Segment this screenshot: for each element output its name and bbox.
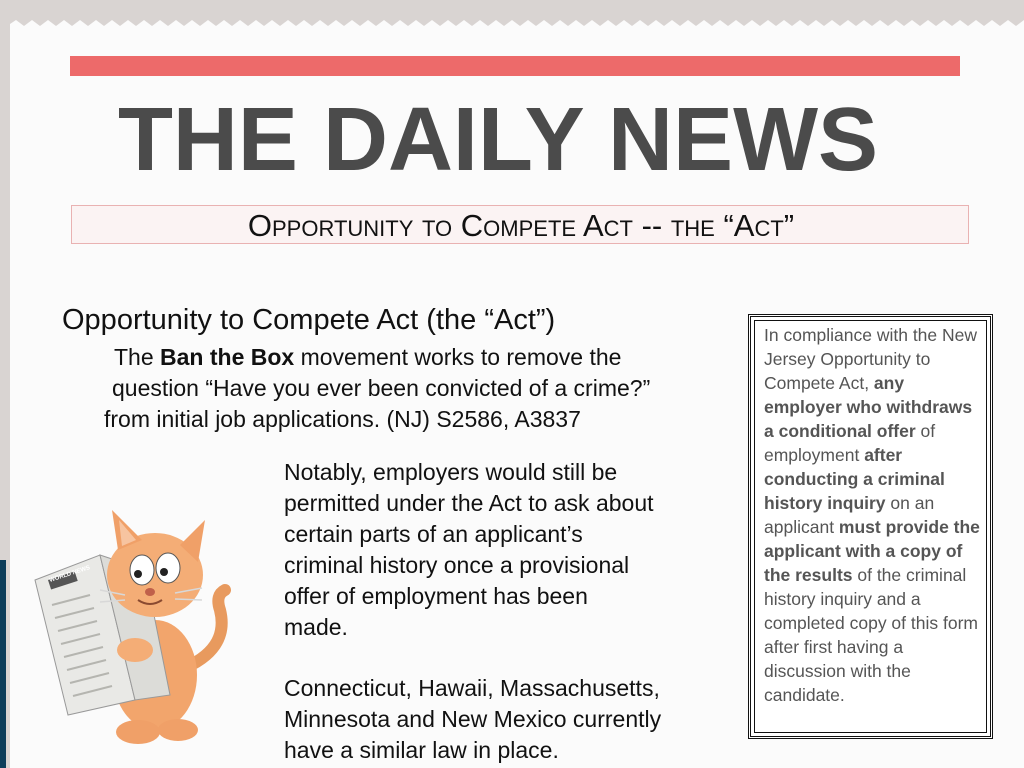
- article-heading: Opportunity to Compete Act (the “Act”): [62, 304, 556, 336]
- states-line: Connecticut, Hawaii, Massachusetts,: [284, 675, 660, 701]
- notably-line: criminal history once a provisional: [284, 552, 630, 578]
- subtitle-box: [71, 205, 969, 244]
- notably-paragraph: [284, 457, 714, 643]
- states-paragraph: [284, 673, 714, 766]
- states-line: Minnesota and New Mexico currently: [284, 706, 662, 732]
- compliance-sidebar: [748, 314, 993, 739]
- notably-line: offer of employment has been: [284, 583, 588, 609]
- intro-pre: The: [114, 344, 161, 370]
- masthead-title: THE DAILY NEWS: [117, 90, 879, 190]
- subtitle: Opportunity to Compete Act -- the “Act”: [247, 208, 795, 243]
- intro-line-1: [104, 342, 744, 373]
- intro-line-3: from initial job applications. (NJ) S2586, A3837: [104, 406, 581, 432]
- notably-line: permitted under the Act to ask about: [284, 490, 654, 516]
- compliance-text: In compliance with the New Jersey Opportunity to Compete Act, any employer who withdraws a conditional offer of employment after conducting a criminal history inquiry on an applicant must provide the applicant with a copy of the results of the criminal history inquiry and a completed copy of this form after first having a discussion with the candidate.: [764, 325, 980, 705]
- cat-reading-newspaper-icon: [30, 500, 250, 750]
- accent-bar: [70, 56, 960, 76]
- notably-line: Notably, employers would still be: [284, 459, 618, 485]
- intro-line-2: question “Have you ever been convicted of a crime?”: [112, 375, 651, 401]
- notably-line: certain parts of an applicant’s: [284, 521, 583, 547]
- ban-the-box: Ban the Box: [160, 344, 295, 370]
- zigzag-edge: [10, 0, 1024, 30]
- left-edge-strip: [0, 560, 6, 768]
- states-line: have a similar law in place.: [284, 737, 559, 763]
- newspaper-title: WORLD NEWS: [48, 565, 91, 584]
- intro-post: movement works to remove the: [294, 344, 622, 370]
- notably-line: made.: [284, 614, 348, 640]
- intro-paragraph: [104, 342, 744, 435]
